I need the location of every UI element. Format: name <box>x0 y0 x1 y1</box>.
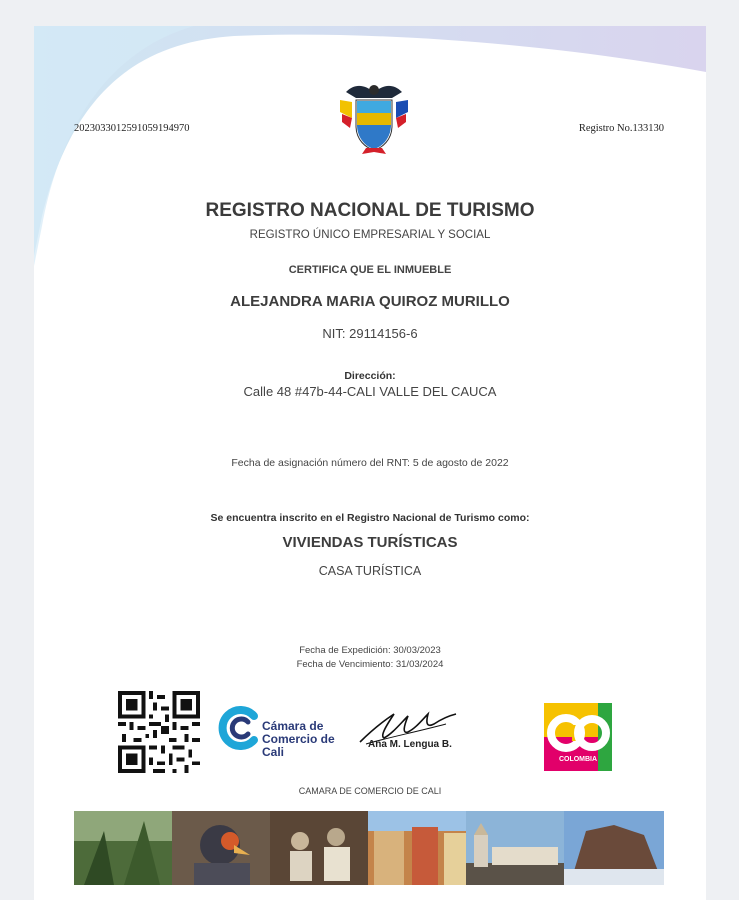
expiry-date: Fecha de Vencimiento: 31/03/2024 <box>296 659 444 670</box>
logo-line-3: Cali <box>262 745 285 759</box>
certificate-subtitle: REGISTRO ÚNICO EMPRESARIAL Y SOCIAL <box>249 229 491 241</box>
photo-condor <box>172 811 270 885</box>
certificate-sheet <box>34 26 706 900</box>
colombia-logo-text: COLOMBIA <box>558 756 598 763</box>
photo-jungle <box>74 811 172 885</box>
subcategory: CASA TURÍSTICA <box>318 564 422 578</box>
logo-line-1: Cámara de <box>262 719 324 733</box>
photo-colonial-street <box>368 811 466 885</box>
address-label: Dirección: <box>344 370 396 382</box>
certifies-label: CERTIFICA QUE EL INMUEBLE <box>288 264 452 276</box>
photo-mountain <box>564 811 664 885</box>
registration-number: Registro No.133130 <box>578 123 664 134</box>
qr-code-icon[interactable] <box>118 691 200 773</box>
header-swoosh-decoration <box>34 26 706 286</box>
category: VIVIENDAS TURÍSTICAS <box>282 534 458 551</box>
camara-comercio-cali-logo <box>218 702 348 762</box>
address-value: Calle 48 #47b-44-CALI VALLE DEL CAUCA <box>243 384 497 399</box>
camara-comercio-logo-text <box>262 720 352 759</box>
assignment-date: Fecha de asignación número del RNT: 5 de agosto de 2022 <box>231 457 509 469</box>
owner-name: ALEJANDRA MARIA QUIROZ MURILLO <box>230 293 510 310</box>
registered-as-label: Se encuentra inscrito en el Registro Nacional de Turismo como: <box>210 512 530 524</box>
camara-comercio-logo-icon <box>218 706 262 750</box>
certificate-title: REGISTRO NACIONAL DE TURISMO <box>205 200 535 221</box>
photo-people <box>270 811 368 885</box>
photo-cathedral <box>466 811 564 885</box>
signatory-name: Ana M. Lengua B. <box>368 739 452 750</box>
colombia-coat-of-arms-icon <box>338 78 410 154</box>
logo-line-2: Comercio de <box>262 732 335 746</box>
issuer-name: CAMARA DE COMERCIO DE CALI <box>298 786 442 796</box>
colombia-brand-logo <box>544 703 612 771</box>
tourism-photo-strip <box>74 811 664 885</box>
nit-number: NIT: 29114156-6 <box>322 326 418 341</box>
document-code: 20230330125910591949​70 <box>74 123 190 134</box>
issue-date: Fecha de Expedición: 30/03/2023 <box>299 645 441 656</box>
